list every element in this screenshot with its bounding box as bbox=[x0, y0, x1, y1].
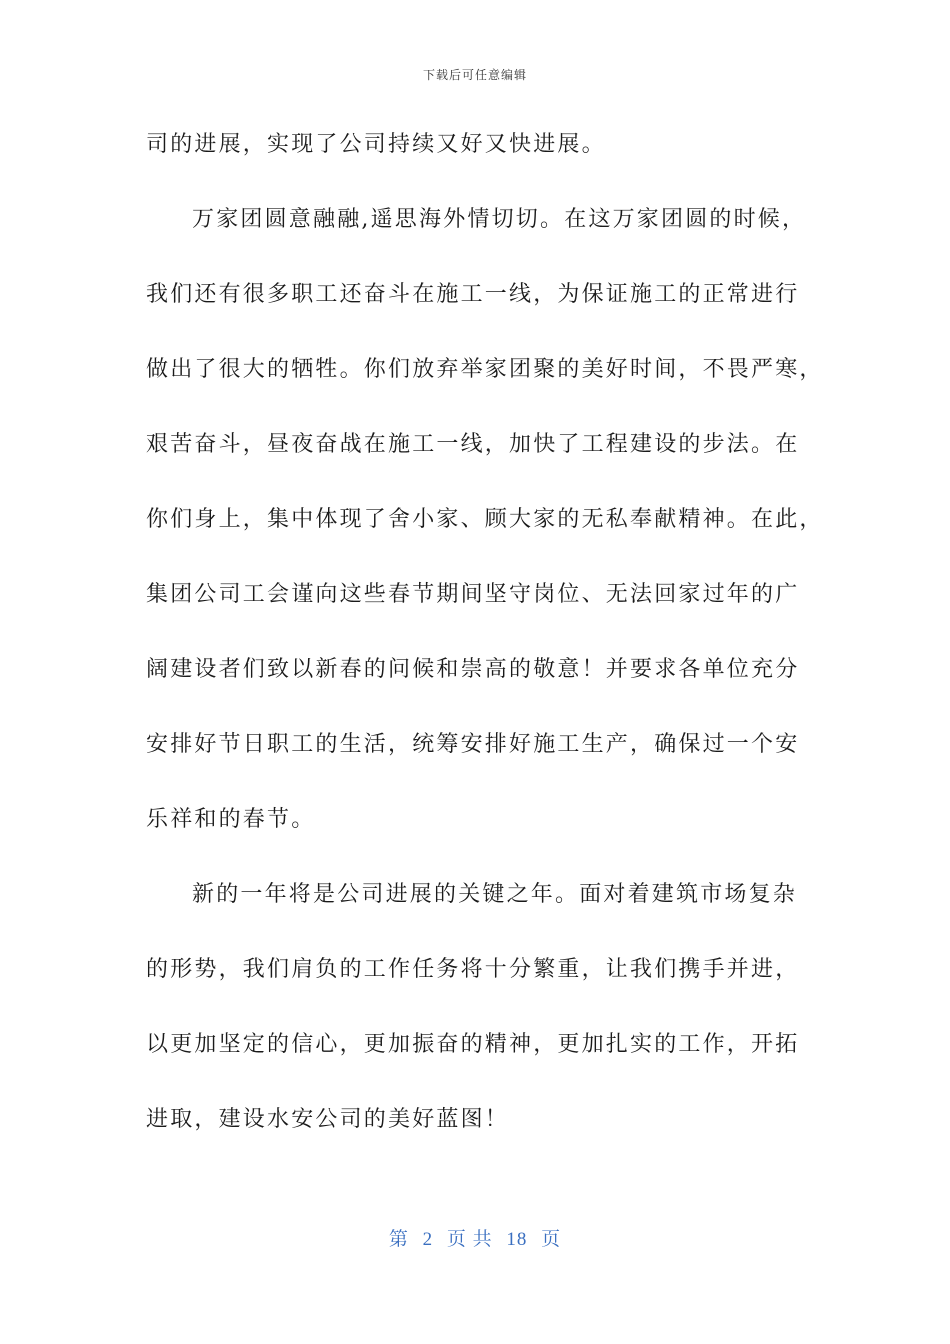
footer-suffix: 页 bbox=[541, 1229, 562, 1250]
header-text: 下载后可任意编辑 bbox=[422, 68, 527, 82]
text-line-12: 的形势，我们肩负的工作任务将十分繁重，让我们携手并进， bbox=[146, 957, 800, 982]
text-line-8: 阔建设者们致以新春的问候和崇高的敬意！并要求各单位充分 bbox=[146, 657, 800, 682]
text-line-1: 司的进展，实现了公司持续又好又快进展。 bbox=[146, 132, 606, 157]
text-line-3: 我们还有很多职工还奋斗在施工一线，为保证施工的正常进行 bbox=[146, 282, 800, 307]
text-line-7: 集团公司工会谨向这些春节期间坚守岗位、无法回家过年的广 bbox=[146, 582, 800, 607]
page-footer bbox=[0, 1224, 950, 1251]
footer-middle: 页 共 bbox=[446, 1229, 493, 1250]
text-line-13: 以更加坚定的信心，更加振奋的精神，更加扎实的工作，开拓 bbox=[146, 1032, 800, 1057]
text-line-2: 万家团圆意融融,遥思海外情切切。在这万家团圆的时候， bbox=[192, 207, 807, 232]
text-line-9: 安排好节日职工的生活，统筹安排好施工生产，确保过一个安 bbox=[146, 732, 800, 757]
text-line-5: 艰苦奋斗，昼夜奋战在施工一线，加快了工程建设的步法。在 bbox=[146, 432, 800, 457]
text-line-14: 进取，建设水安公司的美好蓝图！ bbox=[146, 1107, 510, 1132]
text-line-4: 做出了很大的牺牲。你们放弃举家团聚的美好时间，不畏严寒， bbox=[146, 357, 824, 382]
text-line-10: 乐祥和的春节。 bbox=[146, 807, 316, 832]
text-line-6: 你们身上，集中体现了舍小家、顾大家的无私奉献精神。在此， bbox=[146, 507, 824, 532]
document-body bbox=[146, 118, 824, 1168]
footer-total-pages: 18 bbox=[506, 1229, 528, 1250]
page-header bbox=[0, 66, 950, 83]
text-line-11: 新的一年将是公司进展的关键之年。面对着建筑市场复杂 bbox=[192, 882, 798, 907]
footer-page-number: 2 bbox=[422, 1229, 434, 1250]
footer-prefix: 第 bbox=[388, 1229, 409, 1250]
